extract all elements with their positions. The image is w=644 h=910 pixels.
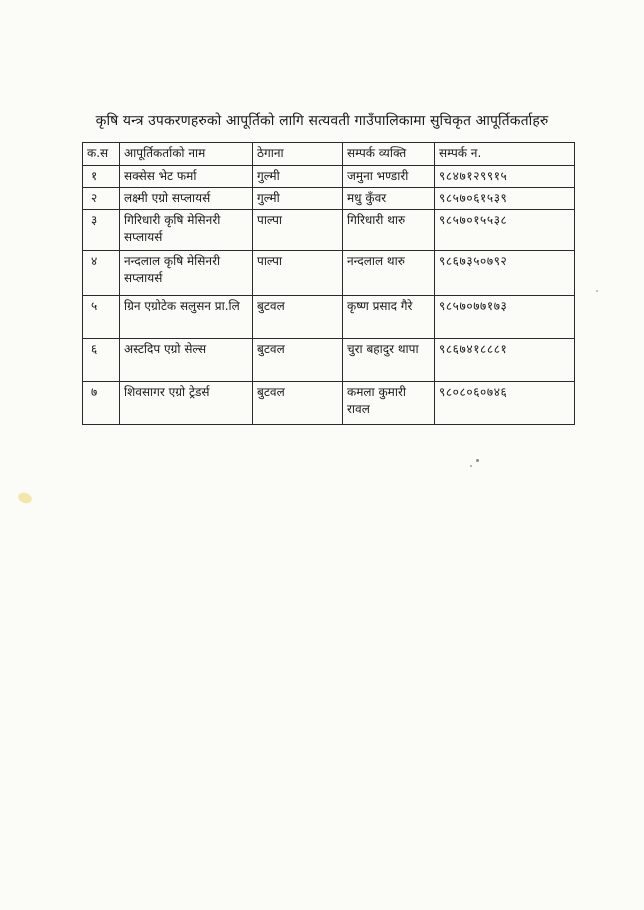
supplier-name-cell: गिरिधारी कृषि मेसिनरी सप्लायर्स (120, 210, 253, 251)
address-cell: पाल्पा (253, 251, 343, 296)
supplier-name-cell: लक्ष्मी एग्रो सप्लायर्स (120, 188, 253, 210)
table-row (83, 339, 575, 382)
address-cell: बुटवल (253, 382, 343, 425)
contact-person-cell: चुरा बहादुर थापा (343, 339, 435, 382)
header-contact-person: सम्पर्क व्यक्ति (343, 143, 435, 166)
supplier-table (82, 142, 575, 425)
serial-cell: ३ (83, 210, 120, 251)
contact-number-cell: ९८४७१२९९१५ (435, 166, 575, 188)
paper-speck (470, 465, 472, 467)
supplier-name-cell: सक्सेस भेट फर्मा (120, 166, 253, 188)
supplier-name-cell: अस्टदिप एग्रो सेल्स (120, 339, 253, 382)
contact-person-cell: कृष्ण प्रसाद गैरे (343, 296, 435, 339)
contact-person-cell: गिरिधारी थारु (343, 210, 435, 251)
supplier-name-cell: नन्दलाल कृषि मेसिनरी सप्लायर्स (120, 251, 253, 296)
address-cell: बुटवल (253, 339, 343, 382)
table-row (83, 251, 575, 296)
contact-number-cell: ९८०८०६०७४६ (435, 382, 575, 425)
table-row (83, 296, 575, 339)
page-title: कृषि यन्त्र उपकरणहरुको आपूर्तिको लागि सत्यवती गाउँपालिकामा सुचिकृत आपूर्तिकर्ताहरु (95, 113, 549, 129)
header-contact-number: सम्पर्क न. (435, 143, 575, 166)
contact-number-cell: ९८५७०६१५३९ (435, 188, 575, 210)
contact-person-cell: मधु कुँवर (343, 188, 435, 210)
contact-person-cell: नन्दलाल थारु (343, 251, 435, 296)
contact-person-cell: कमला कुमारी रावल (343, 382, 435, 425)
paper-stain (17, 491, 34, 505)
address-cell: पाल्पा (253, 210, 343, 251)
address-cell: गुल्मी (253, 166, 343, 188)
serial-cell: ५ (83, 296, 120, 339)
table-row (83, 188, 575, 210)
serial-cell: ४ (83, 251, 120, 296)
paper-speck (596, 290, 598, 292)
paper-speck (476, 459, 479, 462)
contact-number-cell: ९८५७०७७१७३ (435, 296, 575, 339)
address-cell: गुल्मी (253, 188, 343, 210)
header-supplier-name: आपूर्तिकर्ताको नाम (120, 143, 253, 166)
contact-number-cell: ९८६७३५०७९२ (435, 251, 575, 296)
contact-person-cell: जमुना भण्डारी (343, 166, 435, 188)
table-header-row (83, 143, 575, 166)
table-row (83, 210, 575, 251)
header-address: ठेगाना (253, 143, 343, 166)
serial-cell: ६ (83, 339, 120, 382)
contact-number-cell: ९८५७०१५५३८ (435, 210, 575, 251)
contact-number-cell: ९८६७४१८८८१ (435, 339, 575, 382)
serial-cell: २ (83, 188, 120, 210)
supplier-name-cell: शिवसागर एग्रो ट्रेडर्स (120, 382, 253, 425)
table-row (83, 382, 575, 425)
address-cell: बुटवल (253, 296, 343, 339)
serial-cell: १ (83, 166, 120, 188)
header-serial: क.स (83, 143, 120, 166)
table-row (83, 166, 575, 188)
supplier-name-cell: ग्रिन एग्रोटेक सलुसन प्रा.लि (120, 296, 253, 339)
serial-cell: ७ (83, 382, 120, 425)
